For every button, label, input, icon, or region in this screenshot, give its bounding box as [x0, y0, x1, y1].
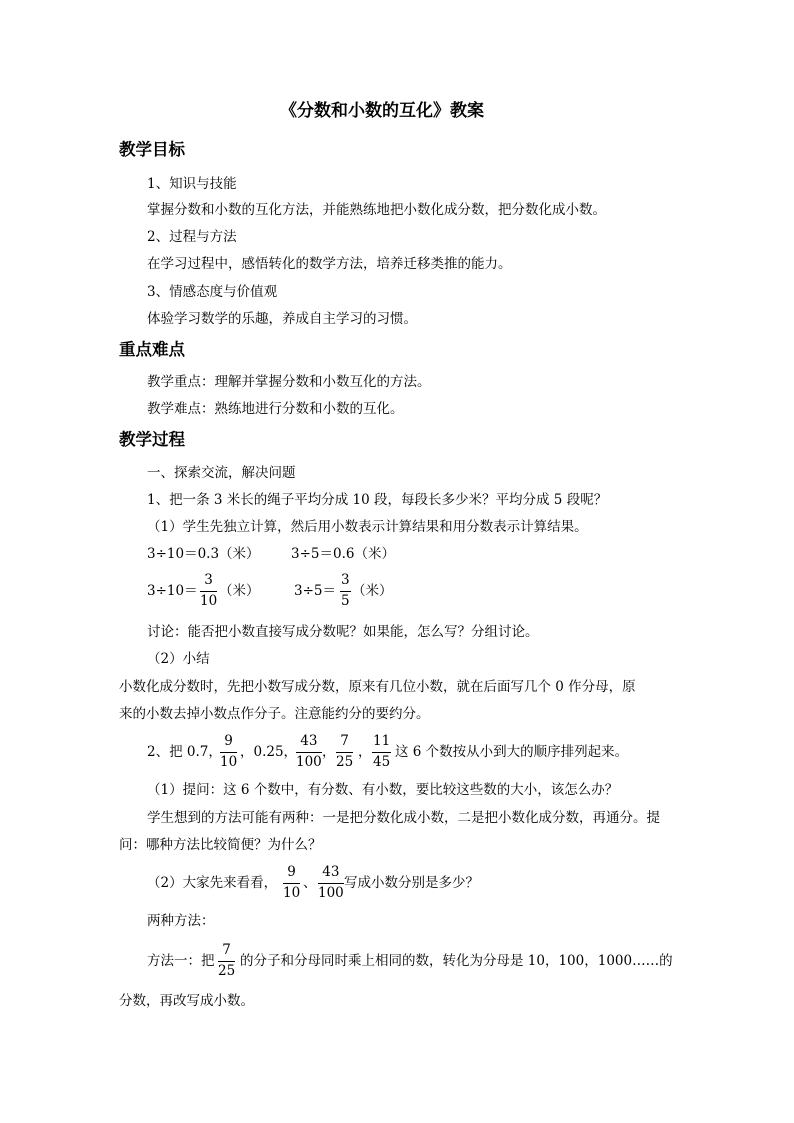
equation-decimal-1: 3÷10＝0.3（米） — [147, 546, 260, 562]
method-1-prefix: 方法一：把 — [147, 953, 215, 969]
fraction-numerator: 9 — [224, 733, 233, 749]
key-focus-text: 教学重点：理解并掌握分数和小数互化的方法。 — [147, 374, 431, 390]
look-fraction-9-10 — [283, 866, 300, 900]
fraction-denominator: 10 — [283, 884, 301, 901]
question-2-fraction-7-25 — [336, 735, 353, 769]
look-prefix: （2）大家先来看看， — [147, 875, 278, 891]
look-suffix: 写成小数分别是多少？ — [344, 875, 479, 891]
discussion-text: 讨论：能否把小数直接写成分数呢？如果能，怎么写？分组讨论。 — [147, 624, 539, 640]
goal-3-heading: 3、情感态度与价值观 — [147, 284, 278, 300]
goal-1-text: 掌握分数和小数的互化方法，并能熟练地把小数化成分数，把分数化成小数。 — [147, 202, 606, 218]
key-difficulty-text: 教学难点：熟练地进行分数和小数的互化。 — [147, 401, 404, 417]
process-part-1: 一、探索交流，解决问题 — [147, 465, 296, 481]
goal-2-text: 在学习过程中，感悟转化的数学方法，培养迁移类推的能力。 — [147, 256, 512, 272]
fraction-numerator: 9 — [287, 864, 296, 880]
fraction-denominator: 100 — [296, 753, 322, 770]
summary-line-1: 小数化成分数时，先把小数写成分数，原来有几位小数，就在后面写几个 0 作分母，原 — [119, 679, 636, 695]
fraction-numerator: 11 — [373, 733, 391, 749]
method-1-suffix: 的分子和分母同时乘上相同的数，转化为分母是 10，100，1000……的 — [240, 953, 673, 969]
section-heading-process: 教学过程 — [119, 430, 185, 449]
equation-fraction-2-unit: （米） — [352, 583, 393, 599]
answer-line-2: 问：哪种方法比较简便？为什么？ — [119, 837, 322, 853]
ask-1-text: （1）提问：这 6 个数中，有分数、有小数，要比较这些数的大小，该怎么办？ — [147, 782, 619, 798]
question-2-fraction-11-45 — [372, 735, 391, 769]
goal-2-heading: 2、过程与方法 — [147, 229, 237, 245]
question-2-fraction-43-100 — [296, 735, 322, 769]
fraction-numerator: 7 — [222, 942, 231, 958]
fraction-numerator: 43 — [322, 864, 340, 880]
answer-line-1: 学生想到的方法可能有两种：一是把分数化成小数，二是把小数化成分数，再通分。提 — [147, 810, 660, 826]
fraction-denominator: 5 — [341, 592, 350, 609]
equation-decimal-2: 3÷5＝0.6（米） — [291, 546, 395, 562]
fraction-denominator: 100 — [318, 884, 344, 901]
page-title: 《分数和小数的互化》教案 — [280, 101, 484, 121]
method-1-line-2: 分数，再改写成小数。 — [119, 993, 254, 1009]
fraction-denominator: 10 — [220, 753, 238, 770]
equation-fraction-1-prefix: 3÷10＝ — [147, 583, 198, 599]
fraction-denominator: 45 — [373, 753, 391, 770]
fraction-numerator: 3 — [204, 572, 213, 588]
equation-fraction-2 — [340, 574, 351, 608]
fraction-denominator: 10 — [200, 592, 218, 609]
question-2-prefix: 2、把 0.7， — [147, 744, 222, 760]
section-heading-key-points: 重点难点 — [119, 340, 185, 359]
question-1: 1、把一条 3 米长的绳子平均分成 10 段，每段长多少米？平均分成 5 段呢？ — [147, 492, 608, 508]
look-fraction-43-100 — [318, 866, 344, 900]
fraction-numerator: 3 — [341, 572, 350, 588]
question-2-comma-2: ， — [358, 744, 372, 760]
question-2-middle: ，0.25， — [240, 744, 298, 760]
question-2-comma: ， — [322, 744, 336, 760]
equation-fraction-1-unit: （米） — [219, 583, 260, 599]
fraction-denominator: 25 — [336, 753, 354, 770]
goal-3-text: 体验学习数学的乐趣，养成自主学习的习惯。 — [147, 311, 417, 327]
look-separator: 、 — [303, 875, 317, 891]
goal-1-heading: 1、知识与技能 — [147, 176, 237, 192]
method-1-fraction-7-25 — [218, 944, 235, 978]
step-1-text: （1）学生先独立计算，然后用小数表示计算结果和用分数表示计算结果。 — [147, 519, 588, 535]
fraction-numerator: 7 — [340, 733, 349, 749]
equation-fraction-2-prefix: 3÷5＝ — [294, 583, 336, 599]
summary-heading: （2）小结 — [147, 651, 210, 667]
question-2-suffix: 这 6 个数按从小到大的顺序排列起来。 — [395, 744, 629, 760]
fraction-numerator: 43 — [300, 733, 318, 749]
two-methods-label: 两种方法： — [147, 913, 215, 929]
question-2-fraction-9-10 — [220, 735, 237, 769]
equation-fraction-1 — [200, 574, 217, 608]
summary-line-2: 来的小数去掉小数点作分子。注意能约分的要约分。 — [119, 706, 430, 722]
fraction-denominator: 25 — [218, 962, 236, 979]
section-heading-goals: 教学目标 — [119, 140, 185, 159]
